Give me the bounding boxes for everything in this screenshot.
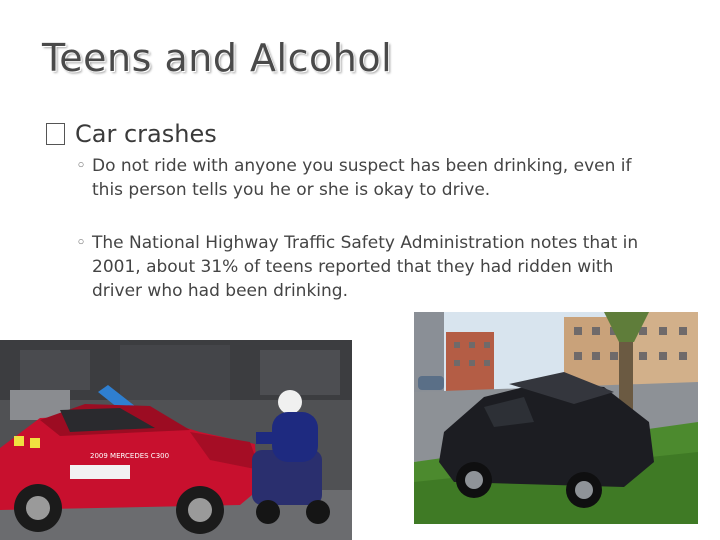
car-side-text: 2009 MERCEDES C300 [90,452,170,460]
car-tree-illustration [414,312,698,524]
crash-test-illustration [0,340,352,540]
crashed-car-tree-photo [414,312,698,524]
sub-bullet-1 [76,154,656,202]
bullet-car-crashes [46,120,217,148]
slide-title: Teens and Alcohol [42,36,393,80]
circle-bullet-icon: ◦ [76,156,87,176]
checkbox-bullet-icon [46,123,65,145]
circle-bullet-icon: ◦ [76,233,87,253]
sub-bullet-2 [76,231,656,303]
sub-bullet-text: Do not ride with anyone you suspect has been drinking, even if this person tells you he or she is okay to drive. [92,156,632,200]
sub-bullet-text: The National Highway Traffic Safety Administration notes that in 2001, about 31% of teens reported that they had ridden with driver who had been drinking. [92,233,639,301]
bullet-label: Car crashes [75,120,217,148]
crash-test-photo [0,340,352,540]
